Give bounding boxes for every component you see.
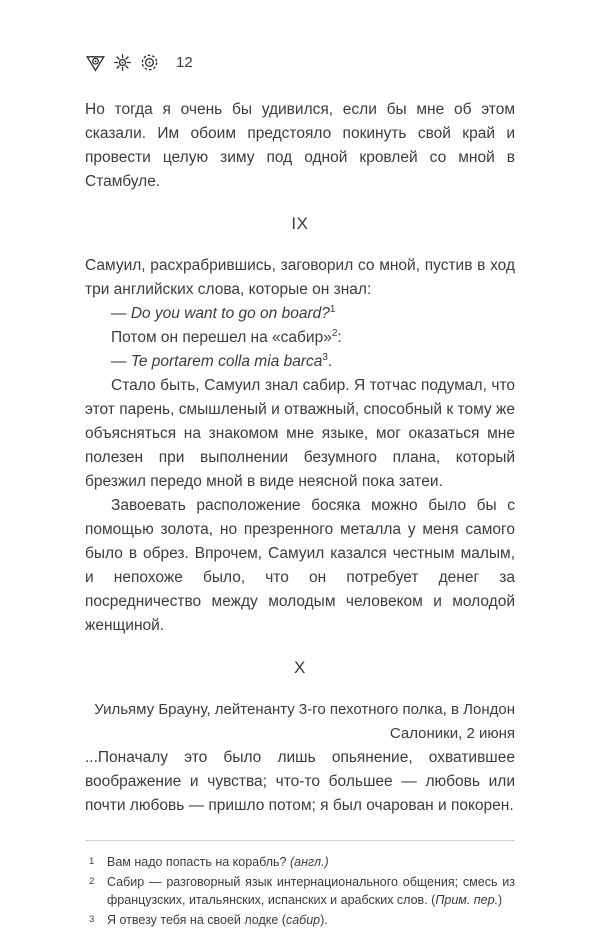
paragraph bbox=[85, 254, 515, 302]
page-header bbox=[85, 50, 515, 74]
section-heading bbox=[85, 212, 515, 236]
footnote-text-segment: Вам надо попасть на корабль? bbox=[107, 855, 290, 869]
paragraph bbox=[85, 326, 515, 350]
footnote bbox=[85, 873, 515, 909]
footnote-text-segment: ) bbox=[498, 893, 503, 907]
footnotes-section bbox=[85, 840, 515, 929]
gear-ornament-icon bbox=[139, 52, 160, 73]
lotus-ornament-icon bbox=[112, 52, 133, 73]
text-segment: Стало быть, Самуил знал сабир. Я тотчас подумал, что этот парень, смышленый и отважный, способный к тому же объясняться на знакомом мне языке, мог оказаться мне полезен при выполнении безумного плана, который брезжил передо мной в виде неясной пока затеи. bbox=[85, 377, 515, 490]
paragraph bbox=[85, 350, 515, 374]
text-segment: IX bbox=[291, 214, 309, 233]
footnote-list bbox=[85, 853, 515, 929]
text-segment: Самуил, расхрабрившись, заговорил со мной, пустив в ход три английских слова, которые он знал: bbox=[85, 257, 515, 298]
paragraph bbox=[85, 746, 515, 818]
text-segment: X bbox=[294, 658, 306, 677]
footnote-ref[interactable]: 2 bbox=[331, 327, 338, 339]
text-segment: : bbox=[337, 329, 342, 346]
footnote-marker: 3 bbox=[89, 914, 95, 925]
text-segment: Do you want to go on board? bbox=[130, 305, 330, 322]
footnote-ref[interactable]: 1 bbox=[329, 303, 336, 315]
footnote bbox=[85, 853, 515, 871]
chapter-ornaments bbox=[85, 52, 160, 73]
text-segment: — bbox=[111, 353, 131, 370]
paragraph bbox=[85, 98, 515, 194]
paragraph bbox=[85, 494, 515, 638]
text-segment: Салоники, 2 июня bbox=[389, 725, 515, 742]
footnote-text-segment: Сабир — разговорный язык интернационального общения; смесь из французских, итальянских, испанских и арабских слов. ( bbox=[107, 875, 515, 907]
text-segment: . bbox=[327, 353, 333, 370]
section-heading bbox=[85, 656, 515, 680]
footnote-text-segment: Прим. пер. bbox=[435, 893, 499, 907]
text-segment: Завоевать расположение босяка можно было бы с помощью золота, но презренного металла у меня самого было в обрез. Впрочем, Самуил казался честным малым, и непохоже было, что он потребует денег за посредничество между молодым человеком и молодой женщиной. bbox=[85, 497, 515, 634]
letter-heading-line bbox=[85, 698, 515, 722]
third-eye-ornament-icon bbox=[85, 52, 106, 73]
footnote bbox=[85, 911, 515, 929]
page-content bbox=[85, 98, 515, 818]
text-segment: Но тогда я очень бы удивился, если бы мне об этом сказали. Им обоим предстояло покинуть свой край и провести целую зиму под одной кровлей со мной в Стамбуле. bbox=[85, 101, 515, 190]
footnote-text-segment: ). bbox=[320, 913, 328, 927]
text-segment: Te portarem colla mia barca bbox=[130, 353, 323, 370]
paragraph bbox=[85, 374, 515, 494]
text-segment: ...Поначалу это было лишь опьянение, охватившее воображение и чувства; что-то большее — любовь или почти любовь — пришло потом; я был очарован и покорен. bbox=[85, 749, 515, 814]
footnote-marker: 2 bbox=[89, 876, 95, 887]
footnote-divider bbox=[85, 840, 515, 841]
text-segment: Потом он перешел на «сабир» bbox=[111, 329, 332, 346]
footnote-text-segment: Я отвезу тебя на своей лодке ( bbox=[107, 913, 286, 927]
footnote-text-segment: (англ.) bbox=[289, 855, 329, 869]
page-number: 12 bbox=[176, 53, 193, 71]
letter-heading-line bbox=[85, 722, 515, 746]
paragraph bbox=[85, 302, 515, 326]
footnote-text-segment: сабир bbox=[285, 913, 321, 927]
text-segment: Уильяму Брауну, лейтенанту 3-го пехотного полка, в Лондон bbox=[94, 701, 515, 718]
text-segment: — bbox=[111, 305, 131, 322]
footnote-ref[interactable]: 3 bbox=[322, 351, 328, 363]
footnote-marker: 1 bbox=[89, 856, 95, 867]
